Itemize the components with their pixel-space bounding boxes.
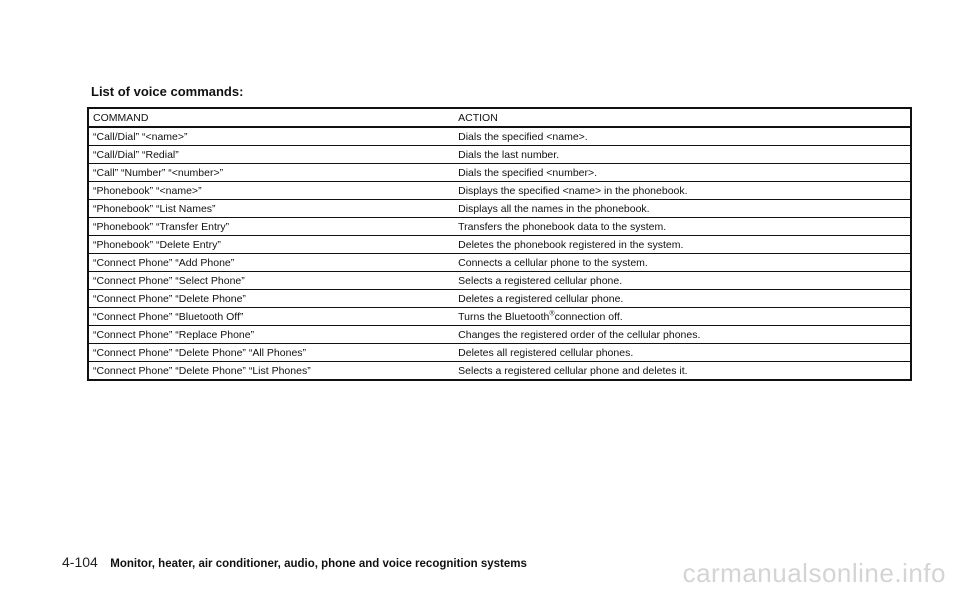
table-row bbox=[88, 272, 911, 290]
table-row bbox=[88, 146, 911, 164]
footer-section-title: Monitor, heater, air conditioner, audio, phone and voice recognition systems bbox=[110, 558, 527, 570]
column-header-action: ACTION bbox=[454, 108, 911, 127]
action-text-rest: connection off. bbox=[554, 310, 623, 323]
command-cell: “Connect Phone” “Replace Phone” bbox=[88, 326, 454, 344]
table-row bbox=[88, 127, 911, 146]
table-row bbox=[88, 164, 911, 182]
action-cell: Transfers the phonebook data to the system. bbox=[454, 218, 911, 236]
table-row bbox=[88, 362, 911, 381]
action-cell: Selects a registered cellular phone. bbox=[454, 272, 911, 290]
table-row bbox=[88, 290, 911, 308]
command-cell: “Call” “Number” “<number>” bbox=[88, 164, 454, 182]
command-cell: “Phonebook” “Transfer Entry” bbox=[88, 218, 454, 236]
command-cell: “Connect Phone” “Bluetooth Off” bbox=[88, 308, 454, 326]
action-cell: Dials the specified <name>. bbox=[454, 127, 911, 146]
action-cell: Connects a cellular phone to the system. bbox=[454, 254, 911, 272]
action-text: Turns the Bluetooth bbox=[458, 310, 550, 323]
command-cell: “Connect Phone” “Delete Phone” “List Phones” bbox=[88, 362, 454, 381]
action-cell: Selects a registered cellular phone and deletes it. bbox=[454, 362, 911, 381]
command-cell: “Connect Phone” “Delete Phone” bbox=[88, 290, 454, 308]
voice-commands-table bbox=[87, 107, 912, 381]
command-cell: “Call/Dial” “Redial” bbox=[88, 146, 454, 164]
command-cell: “Phonebook” “<name>” bbox=[88, 182, 454, 200]
action-cell: Displays the specified <name> in the phonebook. bbox=[454, 182, 911, 200]
action-cell: Changes the registered order of the cellular phones. bbox=[454, 326, 911, 344]
section-heading: List of voice commands: bbox=[91, 84, 244, 99]
command-cell: “Call/Dial” “<name>” bbox=[88, 127, 454, 146]
action-cell: Deletes a registered cellular phone. bbox=[454, 290, 911, 308]
table-row bbox=[88, 344, 911, 362]
action-cell: Deletes the phonebook registered in the system. bbox=[454, 236, 911, 254]
action-cell: Dials the specified <number>. bbox=[454, 164, 911, 182]
table-row bbox=[88, 308, 911, 326]
table-row bbox=[88, 236, 911, 254]
command-cell: “Connect Phone” “Select Phone” bbox=[88, 272, 454, 290]
command-cell: “Phonebook” “Delete Entry” bbox=[88, 236, 454, 254]
page-number: 4-104 bbox=[62, 554, 98, 570]
command-cell: “Connect Phone” “Add Phone” bbox=[88, 254, 454, 272]
registered-trademark-mark: ® bbox=[549, 310, 555, 317]
table-row bbox=[88, 254, 911, 272]
table-row bbox=[88, 218, 911, 236]
command-cell: “Phonebook” “List Names” bbox=[88, 200, 454, 218]
action-cell: Deletes all registered cellular phones. bbox=[454, 344, 911, 362]
watermark: carmanualsonline.info bbox=[682, 558, 946, 588]
action-cell: Dials the last number. bbox=[454, 146, 911, 164]
table-header-row bbox=[88, 108, 911, 127]
column-header-command: COMMAND bbox=[88, 108, 454, 127]
table-row bbox=[88, 182, 911, 200]
action-cell: Displays all the names in the phonebook. bbox=[454, 200, 911, 218]
table-row bbox=[88, 200, 911, 218]
action-cell bbox=[454, 308, 911, 326]
table-row bbox=[88, 326, 911, 344]
page-footer bbox=[62, 554, 527, 572]
command-cell: “Connect Phone” “Delete Phone” “All Phones” bbox=[88, 344, 454, 362]
